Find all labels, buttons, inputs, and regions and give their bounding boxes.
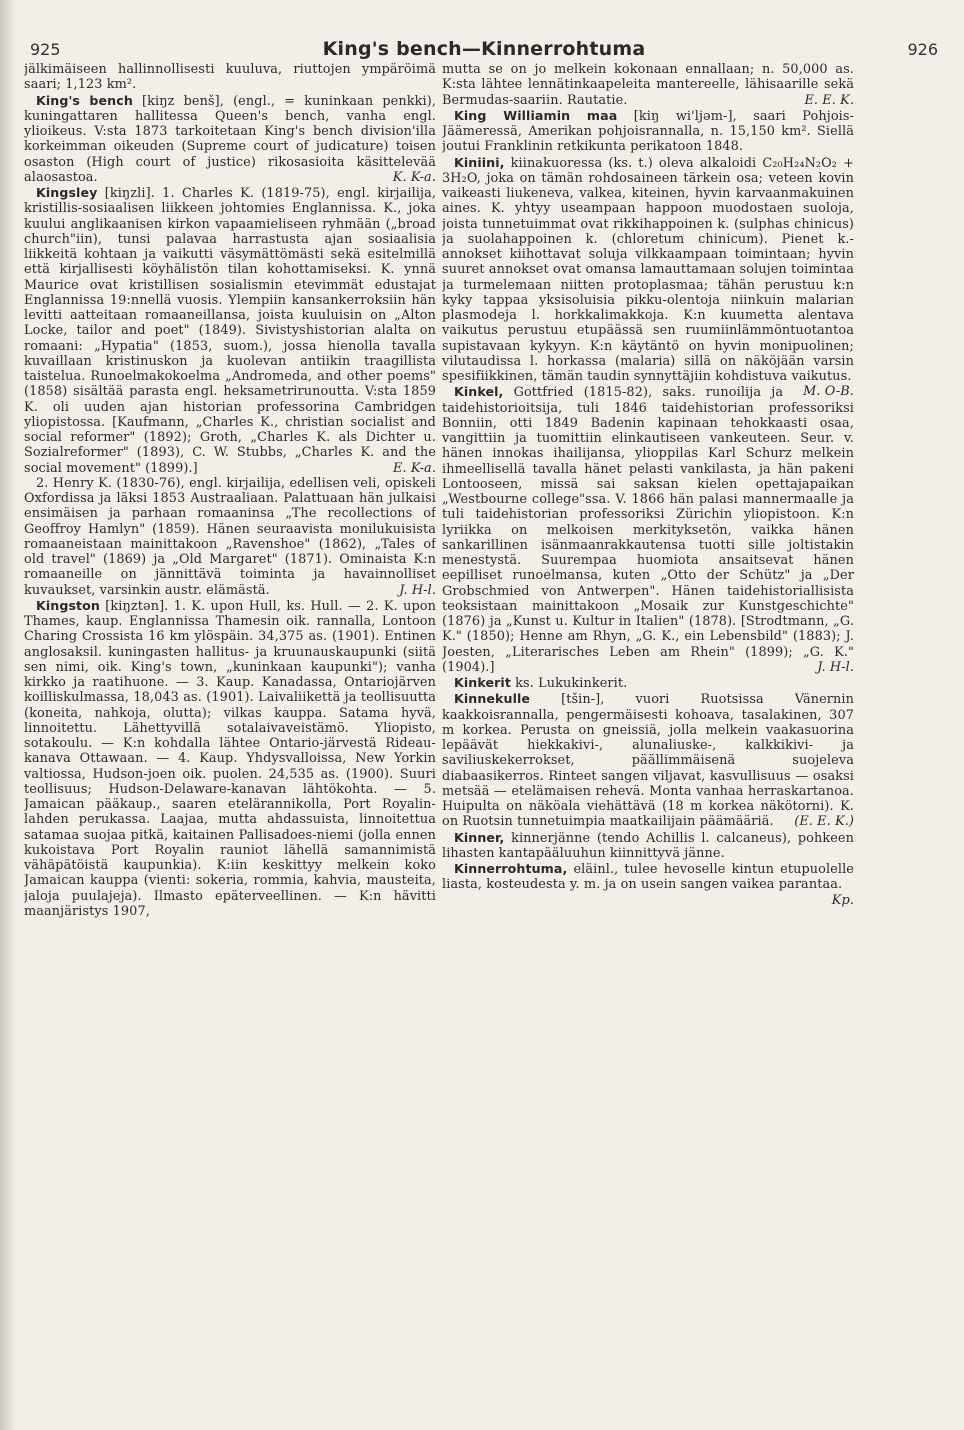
entry-headword: Kinnerrohtuma, bbox=[454, 861, 568, 876]
entry-headword: King Williamin maa bbox=[454, 107, 618, 123]
entry-signature: Kp. bbox=[831, 892, 854, 908]
entry-text: [kiŋz benš], (engl., = kuninkaan penkki), kuningattaren hallitessa Queen's bench, vanha engl. ylioikeus. V:sta 1873 tarkoitetaan King's bench division'illa korkeimman oikeuden (Supreme court of judicature) toisen osaston (High court of justice) rikosasioita käsittelevää alaosastoa. bbox=[24, 93, 436, 185]
entry-headword: Kinner, bbox=[454, 829, 505, 845]
entry-text: Gottfried (1815-82), saks. runoilija ja taidehistorioitsija, tuli 1846 taidehistorian professoriksi Bonniin, otti 1849 Badenin kapinaan tehokkaasti osaa, vangittiin ja tuomittiin elinkautiseen vankeuteen. Seur. v. hänen innokas ihailijansa, ylioppilas Karl Schurz melkein ihmeellisellä tavalla hänet pelasti vankilasta, ja hän pakeni Lontooseen, missä sai saksan kielen opettajapaikan „Westbourne college"ssa. V. 1866 hän palasi mannermaalle ja tuli taidehistorian professoriksi Zürichin yliopistoon. K:n lyriikka on melkoisen merkityksetön, vaikka hänen sankarillinen isänmaanrakkautensa tuotti sille joltistakin menestystä. Suurempaa huomiota ansaitsevat hänen eepilliset runoelmansa, kuten „Otto der Schütz" ja „Der Grobschmied von Antwerpen". Hänen taidehistoriallisista teoksistaan mainittakoon „Mosaik zur Kunstgeschichte" (1876) ja „Kunst u. Kultur in Italien" (1878). [Strodtmann, „G. K." (1850); Henne am Rhyn, „G. K., ein Lebensbild" (1883); J. Joesten, „Literarisches Leben am Rhein" (1899); „G. K." (1904).] bbox=[442, 385, 854, 675]
entry-signature: J. H-l. bbox=[399, 582, 436, 598]
entry bbox=[442, 108, 854, 155]
entry-text: [kiŋ wi'ljəm-], saari Pohjois-Jäämeressä, Amerikan pohjoisrannalla, n. 15,150 km². Siellä joutui Franklinin retkikunta perikatoon 1848. bbox=[442, 108, 854, 155]
entry-text: [kiŋztən]. 1. K. upon Hull, ks. Hull. — 2. K. upon Thames, kaup. Englannissa Thamesin oik. rannalla, Lontoon Charing Crossista 16 km ylöspäin. 34,375 as. (1901). Entinen anglosaksil. kuningasten hallitus- ja kruunauskaupunki (siitä sen nimi, oik. King's town, „kuninkaan kaupunki"); vanha kirkko ja raatihuone. — 3. Kaup. Kanadassa, Ontariojärven koilliskulmassa, 18,043 as. (1901). Laivaliikettä ja teollisuutta (koneita, nahkoja, olutta); vilkas kauppa. Satama hyvä, linnoitettu. Lähettyvillä sotalaivaveistämö. Yliopisto, sotakoulu. — K:n kohdalla lähtee Ontario-järvestä Rideau-kanava Ottawaan. — 4. Kaup. Yhdysvalloissa, New Yorkin valtiossa, Hudson-joen oik. puolen. 24,535 as. (1900). Suuri teollisuus; Hudson-Delaware-kanavan lähtökohta. — 5. Jamaican pääkaup., saaren etelärannikolla, Port Royalin-lahden perukassa. Laajaa, mutta ahdassuista, linnoitettua satamaa suojaa pitkä, kaitainen Pallisadoes-niemi (jolla ennen kukoistava Port Royalin rauniot lähellä samannimistä vähäpätöistä kaupunkia). K:iin keskittyy melkein koko Jamaican kauppa (vienti: sokeria, rommia, kahvia, mausteita, jaloja puulajeja). Ilmasto epäterveellinen. — K:n hävitti maanjäristys 1907, bbox=[24, 598, 436, 919]
entry-signature: M. O-B. bbox=[803, 384, 854, 400]
entry bbox=[442, 62, 854, 108]
entry bbox=[24, 476, 436, 598]
entry-text: kiinakuoressa (ks. t.) oleva alkaloidi C₂₀H₂₄N₂O₂ + 3H₂O, joka on tämän rohdosaineen tärkein osa; veteen kovin vaikeasti liukeneva, valkea, kiteinen, hyvin karvaanmakuinen aines. K. yhtyy useampaan happoon muodostaen suoloja, joista tunnetuimmat ovat rikkihappoinen k. (sulphas chinicus) ja suolahappoinen k. (chloretum chinicum). Pienet k.-annokset kiihottavat soluja vilkkaampaan toimintaan; hyvin suuret annokset ovat omansa lamauttamaan solujen toimintaa ja turmelemaan niitten protoplasmaa; tähän perustuu k:n kyky tappaa yksisoluisia pikku-olentoja niinkuin malarian plasmodeja l. horkkalimakkoja. K:n kuumetta alentava vaikutus perustuu etupäässä sen ruumiinlämmöntuotantoa supistavaan kykyyn. K:n käytäntö on hyvin monipuolinen; vilutaudissa l. horkassa (malaria) sillä on näköjään varsin spesifiikkinen, tämän taudin synnyttäjiin kohdistuva vaikutus. bbox=[442, 155, 854, 384]
entry bbox=[442, 675, 854, 691]
entry-text: 2. Henry K. (1830-76), engl. kirjailija, edellisen veli, opiskeli Oxfordissa ja läksi 1853 Austraaliaan. Palattuaan hän julkaisi ensimäisen ja parhaan romaaninsa „The recollections of Geoffroy Hamlyn" (1859). Hänen seuraavista monilukuisista romaaneistaan mainittakoon „Ravenshoe" (1862), „Tales of old travel" (1869) ja „Old Margaret" (1871). Ominaista K:n romaaneille on jännittävä toiminta ja havainnolliset kuvaukset, varsinkin austr. elämästä. bbox=[24, 475, 436, 598]
entry-text: ks. Lukukinkerit. bbox=[515, 676, 628, 691]
page-header bbox=[30, 36, 938, 62]
right-column bbox=[442, 62, 854, 1412]
entry-text: [tšin-], vuori Ruotsissa Vänernin kaakkoisrannalla, pengermäisesti kohoava, tasalakinen, 307 m korkea. Perusta on gneissiä, jolla melkein vaakasuorina lepäävät hiekkakivi-, alunaliuske-, kalkkikivi- ja saviliuskekerrokset, päällimmäisenä suojeleva diabaasikerros. Rinteet sangen viljavat, kasvullisuus — osaksi metsää — etelämaisen rehevä. Monta vanhaa herraskartanoa. Huipulta on näköala viehättävä (18 m korkea näkötorni). K. on Ruotsin tunnetuimpia maatkailijain päämääriä. bbox=[442, 692, 854, 830]
entry-headword: Kingsley bbox=[36, 185, 98, 200]
entry-text: [kiŋzli]. 1. Charles K. (1819-75), engl. kirjailija, kristillis-sosiaalisen liikkeen johtomies Englannissa. K., joka kuului anglikaanisen kirkon vapaamieliseen ryhmään („broad church"iin), tunsi palavaa harrastusta ajan sosiaalisia liikkeitä kohtaan ja vaikutti väsymättömästi sekä esitelmillä että kirjallisesti köyhälistön tilan kohottamiseksi. K. ynnä Maurice ovat kristillisen sosialismin etevimmät edustajat Englannissa 19:nnellä vuosis. Ylempiin kansankerroksiin hän levitti aatteitaan romaaneillansa, joista kuuluisin on „Alton Locke, tailor and poet" (1849). Sivistyshistorian alalta on romaani: „Hypatia" (1853, suom.), jossa hienolla tavalla kuvaillaan kristinuskon ja kuolevan antiikin traagillista taistelua. Runoelmakokoelma „Andromeda, and other poems" (1858) sisältää parasta engl. heksametrirunoutta. V:sta 1859 K. oli uuden ajan historian professorina Cambridgen yliopistossa. [Kaufmann, „Charles K., christian socialist and social reformer" (1892); Groth, „Charles K. als Dichter u. Sozialreformer" (1893), C. W. Stubbs, „Charles K. and the social movement" (1899).] bbox=[24, 186, 436, 476]
right-page-number: 926 bbox=[907, 39, 938, 59]
entry-signature: E. K-a. bbox=[393, 460, 436, 476]
entry bbox=[24, 62, 436, 93]
left-column bbox=[24, 62, 436, 1412]
entry bbox=[442, 861, 854, 908]
running-title: King's bench—Kinnerrohtuma bbox=[322, 38, 646, 60]
entry bbox=[24, 185, 436, 476]
entry-headword: Kinnekulle bbox=[454, 691, 531, 707]
entry-headword: Kinkerit bbox=[454, 675, 511, 690]
entry bbox=[442, 691, 854, 829]
entry-headword: Kingston bbox=[36, 597, 100, 613]
entry-signature: K. K-a. bbox=[392, 169, 436, 185]
entry-signature: J. H-l. bbox=[817, 659, 854, 675]
entry-headword: Kinkel, bbox=[454, 384, 504, 400]
entry-text: eläinl., tulee hevoselle kintun etupuolelle liasta, kosteudesta y. m. ja on usein sangen vaikea parantaa. bbox=[442, 862, 854, 893]
book-spine-shadow bbox=[0, 0, 16, 1430]
entry-text: mutta se on jo melkein kokonaan ennallaan; n. 50,000 as. K:sta lähtee lennätinkaapeleita mantereelle, lähisaarille sekä Bermudas-saariin. Rautatie. bbox=[442, 62, 854, 108]
entry-signature: E. E. K. bbox=[804, 92, 854, 108]
left-page-number: 925 bbox=[30, 39, 61, 59]
entry bbox=[24, 598, 436, 919]
entry-signature: (E. E. K.) bbox=[794, 814, 854, 830]
entry bbox=[24, 93, 436, 186]
entry-headword: Kiniini, bbox=[454, 154, 505, 170]
entry-headword: King's bench bbox=[36, 92, 133, 108]
entry-text: jälkimäiseen hallinnollisesti kuuluva, riuttojen ympäröimä saari; 1,123 km². bbox=[24, 62, 436, 93]
entry bbox=[442, 384, 854, 675]
entry-text: kinnerjänne (tendo Achillis l. calcaneus), pohkeen lihasten kantapääluuhun kiinnittyvä jänne. bbox=[442, 830, 854, 861]
entry bbox=[442, 830, 854, 862]
